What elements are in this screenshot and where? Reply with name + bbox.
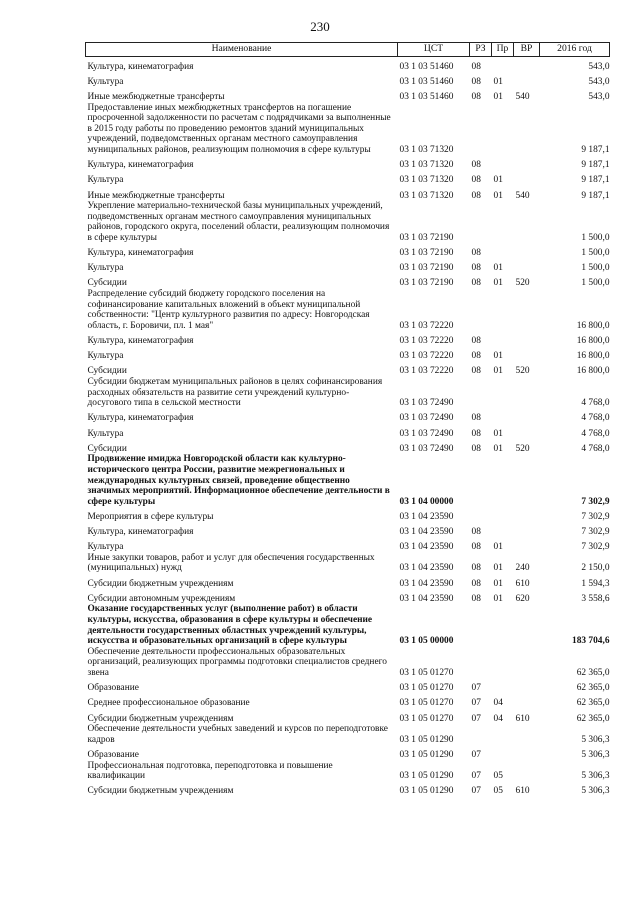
table-row [86,782,610,797]
row-name: Субсидии бюджетным учреждениям [87,578,234,589]
row-rz: 08 [471,443,481,454]
row-name: Иные закупки товаров, работ и услуг для обеспечения государственных (муниципальных) нужд [87,552,375,574]
row-cst: 03 1 04 23590 [399,578,454,589]
row-pr: 01 [493,366,503,377]
row-sum: 1 500,0 [581,278,610,289]
row-sum: 5 306,3 [581,771,610,782]
row-cst: 03 1 03 71320 [399,144,454,155]
row-vr [514,72,540,87]
row-cst: 03 1 04 23590 [399,542,454,553]
row-vr [514,522,540,537]
table-row [86,454,610,507]
row-name: Культура, кинематография [87,413,194,424]
row-pr: 04 [493,698,503,709]
row-cst: 03 1 03 72190 [399,232,454,243]
row-pr: 01 [493,91,503,102]
row-vr: 610 [515,578,530,589]
row-rz [470,507,492,522]
row-rz [470,289,492,331]
row-sum: 62 365,0 [576,667,610,678]
row-name: Мероприятия в сфере культуры [87,511,214,522]
row-cst: 03 1 04 23590 [399,563,454,574]
row-pr [492,745,514,760]
row-pr: 01 [493,278,503,289]
row-name: Культура [87,76,124,87]
table-row [86,156,610,171]
row-name: Культура [87,428,124,439]
row-name: Культура, кинематография [87,248,194,259]
row-vr [514,103,540,156]
table-row [86,424,610,439]
row-cst: 03 1 03 72220 [399,336,454,346]
table-row [86,72,610,87]
table-row [86,87,610,102]
row-cst: 03 1 05 01290 [399,786,454,797]
row-cst: 03 1 03 72490 [399,443,454,454]
row-vr: 610 [515,713,530,724]
row-rz: 07 [471,771,481,782]
row-rz [470,103,492,156]
row-vr [514,507,540,522]
row-cst: 03 1 03 72190 [399,263,454,274]
row-cst: 03 1 05 01270 [399,698,454,709]
row-cst: 03 1 03 72220 [399,366,454,377]
page-number: 230 [310,19,330,34]
row-vr: 610 [515,786,530,797]
table-row [86,274,610,289]
table-body [86,57,610,797]
row-pr [492,156,514,171]
row-rz: 08 [471,263,481,274]
row-pr [492,724,514,745]
row-cst: 03 1 03 51460 [399,61,454,72]
table-row [86,57,610,73]
table-row [86,724,610,745]
row-name: Культура [87,351,124,362]
row-vr [514,289,540,331]
row-cst: 03 1 03 72220 [399,351,454,362]
row-rz: 07 [471,698,481,709]
row-sum: 543,0 [588,91,610,102]
table-row [86,243,610,258]
row-vr: 240 [515,563,530,574]
row-pr: 01 [493,593,503,604]
row-cst: 03 1 05 00000 [399,636,454,647]
row-pr: 01 [493,578,503,589]
row-cst: 03 1 03 71320 [399,190,454,201]
table-row [86,186,610,201]
row-pr [492,103,514,156]
row-sum: 7 302,9 [581,542,610,553]
row-pr: 01 [493,542,503,553]
row-sum: 9 187,1 [581,175,610,186]
row-vr [514,57,540,73]
row-rz: 08 [471,351,481,362]
row-rz: 08 [471,527,481,538]
row-rz: 08 [471,91,481,102]
row-pr: 05 [493,786,503,797]
row-vr [514,409,540,424]
row-vr [514,259,540,274]
row-cst: 03 1 03 51460 [399,76,454,87]
row-cst: 03 1 04 23590 [399,593,454,604]
row-pr: 01 [493,351,503,362]
row-pr: 01 [493,263,503,274]
row-cst: 03 1 04 00000 [399,496,454,507]
row-sum: 16 800,0 [576,320,610,331]
row-cst: 03 1 04 23590 [399,527,454,538]
row-sum: 1 500,0 [581,232,610,243]
row-cst: 03 1 05 01290 [399,771,454,782]
table-row [86,259,610,274]
row-name: Культура, кинематография [87,336,194,346]
table-row [86,679,610,694]
row-pr [492,201,514,243]
row-vr: 520 [515,366,530,377]
row-pr: 04 [493,713,503,724]
row-sum: 9 187,1 [581,160,610,171]
row-cst: 03 1 05 01270 [399,683,454,694]
row-rz [470,454,492,507]
row-name: Иные межбюджетные трансферты [87,91,225,102]
row-rz: 08 [471,248,481,259]
row-name: Субсидии автономным учреждениям [87,593,236,604]
row-vr: 520 [515,278,530,289]
row-name: Субсидии бюджетным учреждениям [87,713,234,724]
row-rz: 08 [471,563,481,574]
row-vr [514,201,540,243]
header-pr: Пр [492,43,514,57]
row-sum: 62 365,0 [576,713,610,724]
table-row [86,522,610,537]
row-vr: 540 [515,91,530,102]
row-sum: 5 306,3 [581,749,610,760]
row-name: Культура, кинематография [87,527,194,538]
row-cst: 03 1 03 71320 [399,160,454,171]
header-name: Наименование [86,43,398,57]
row-name: Культура, кинематография [87,160,194,171]
table-row [86,538,610,553]
row-vr [514,724,540,745]
row-rz [470,201,492,243]
table-row [86,439,610,454]
row-name: Обеспечение деятельности учебных заведений и курсов по переподготовке кадров [87,724,388,745]
row-sum: 16 800,0 [576,336,610,346]
table-row [86,574,610,589]
row-sum: 7 302,9 [581,496,610,507]
row-name: Укрепление материально-технической базы муниципальных учреждений, подведомственных органам местного самоуправления муниципальных районов, городского округа, поселений области, реализующим полномочия в сфере культуры [87,201,390,243]
row-name: Субсидии бюджетам муниципальных районов в целях софинансирования расходных обязательств на развитие сети учреждений культурно-досугового типа в сельской местности [87,376,383,409]
row-cst: 03 1 05 01290 [399,749,454,760]
row-pr [492,647,514,679]
row-vr [514,694,540,709]
table-row [86,761,610,782]
table-row [86,347,610,362]
row-name: Среднее профессиональное образование [87,698,250,709]
header-cst: ЦСТ [398,43,470,57]
row-cst: 03 1 03 72490 [399,428,454,439]
row-vr [514,679,540,694]
row-rz: 08 [471,413,481,424]
table-row [86,589,610,604]
row-pr [492,522,514,537]
row-rz: 08 [471,76,481,87]
row-vr [514,243,540,258]
row-sum: 62 365,0 [576,683,610,694]
row-pr [492,377,514,409]
table-row [86,331,610,346]
row-vr: 520 [515,443,530,454]
row-pr [492,243,514,258]
table-row [86,553,610,574]
row-vr [514,424,540,439]
row-pr: 01 [493,428,503,439]
table-row [86,604,610,646]
row-vr [514,745,540,760]
table-row [86,289,610,331]
table-row [86,409,610,424]
row-sum: 183 704,6 [572,636,610,647]
row-rz: 07 [471,713,481,724]
row-cst: 03 1 03 72490 [399,413,454,424]
row-rz: 08 [471,278,481,289]
row-sum: 543,0 [588,76,610,87]
row-rz [470,604,492,646]
row-name: Культура [87,175,124,186]
row-pr [492,604,514,646]
row-rz [470,724,492,745]
table-row [86,103,610,156]
row-sum: 3 558,6 [581,593,610,604]
row-pr [492,679,514,694]
row-sum: 4 768,0 [581,413,610,424]
row-cst: 03 1 03 72490 [399,398,454,409]
row-pr: 05 [493,771,503,782]
row-vr [514,377,540,409]
row-rz: 08 [471,61,481,72]
row-sum: 7 302,9 [581,527,610,538]
row-sum: 9 187,1 [581,190,610,201]
row-sum: 7 302,9 [581,511,610,522]
row-name: Обеспечение деятельности профессиональных образовательных организаций, реализующих программы подготовки специалистов среднего звена [87,646,387,678]
row-name: Культура, кинематография [87,61,194,72]
row-sum: 4 768,0 [581,398,610,409]
row-vr [514,347,540,362]
row-name: Культура [87,263,124,274]
row-name: Оказание государственных услуг (выполнение работ) в области культуры, искусства, образования в сфере культуры и обеспечение деятельности государственных областных учреждений культуры, искусства и образовательных организаций в сфере культуры [87,604,373,647]
row-rz: 07 [471,683,481,694]
row-sum: 1 500,0 [581,263,610,274]
row-rz: 08 [471,593,481,604]
row-name: Профессиональная подготовка, переподготовка и повышение квалификации [87,760,333,782]
table-row [86,362,610,377]
row-cst: 03 1 05 01270 [399,667,454,678]
row-name: Продвижение имиджа Новгородской области как культурно-исторического центра России, развитие межрегиональных и международных культурных связей, проведение общественно значимых мероприятий. Информационное обеспечение деятельности в сфере культуры [87,454,390,507]
row-name: Субсидии [87,443,127,454]
row-sum: 1 500,0 [581,248,610,259]
row-sum: 2 150,0 [581,563,610,574]
row-vr [514,171,540,186]
header-vr: ВР [514,43,540,57]
row-rz: 08 [471,175,481,186]
row-pr: 01 [493,190,503,201]
row-vr [514,156,540,171]
row-vr: 620 [515,593,530,604]
table-row [86,377,610,409]
row-cst: 03 1 05 01290 [399,734,454,745]
row-cst: 03 1 03 72220 [399,320,454,331]
budget-table [85,42,610,797]
row-sum: 543,0 [588,61,610,72]
row-rz: 08 [471,428,481,439]
row-name: Распределение субсидий бюджету городского поселения на софинансирование капитальных вложений в объект муниципальной собственности: "Центр культурного развития по адресу: Новгородская область, г. Боровичи, пл. 1 мая" [87,289,370,331]
row-vr: 540 [515,190,530,201]
table-row [86,647,610,679]
row-cst: 03 1 05 01270 [399,713,454,724]
row-rz [470,377,492,409]
row-sum: 9 187,1 [581,144,610,155]
row-pr [492,409,514,424]
row-rz: 08 [471,542,481,553]
table-row [86,694,610,709]
row-sum: 16 800,0 [576,366,610,377]
row-pr [492,507,514,522]
table-row [86,171,610,186]
table-row [86,507,610,522]
table-row [86,201,610,243]
row-rz: 08 [471,366,481,377]
row-pr [492,331,514,346]
table-row [86,709,610,724]
row-name: Субсидии [87,366,127,377]
row-cst: 03 1 03 72190 [399,248,454,259]
row-name: Субсидии бюджетным учреждениям [87,786,234,797]
row-vr [514,761,540,782]
header-year: 2016 год [540,43,610,57]
row-vr [514,538,540,553]
row-sum: 4 768,0 [581,443,610,454]
row-cst: 03 1 03 71320 [399,175,454,186]
header-rz: РЗ [470,43,492,57]
row-pr: 01 [493,76,503,87]
table-row [86,745,610,760]
row-pr [492,57,514,73]
row-cst: 03 1 03 51460 [399,91,454,102]
row-pr [492,454,514,507]
row-vr [514,647,540,679]
row-sum: 1 594,3 [581,578,610,589]
row-sum: 62 365,0 [576,698,610,709]
table-header-row [86,43,610,57]
row-pr: 01 [493,443,503,454]
row-name: Субсидии [87,278,127,289]
row-cst: 03 1 03 72190 [399,278,454,289]
row-pr [492,289,514,331]
row-sum: 16 800,0 [576,351,610,362]
row-rz [470,647,492,679]
row-name: Образование [87,683,139,694]
row-rz: 07 [471,786,481,797]
row-rz: 08 [471,190,481,201]
row-name: Предоставление иных межбюджетных трансфертов на погашение просроченной задолженности по расчетам с подрядчиками за выполненные в 2015 году работы по проведению ремонтов зданий муниципальных учреждений, подведомственных органам местного самоуправления муниципальных районов, реализующим полномочия в сфере культуры [87,102,391,155]
row-sum: 5 306,3 [581,734,610,745]
row-sum: 4 768,0 [581,428,610,439]
row-pr: 01 [493,563,503,574]
row-rz: 08 [471,160,481,171]
row-name: Иные межбюджетные трансферты [87,190,225,201]
row-pr: 01 [493,175,503,186]
row-name: Культура [87,542,124,553]
row-vr [514,454,540,507]
row-rz: 07 [471,749,481,760]
row-rz: 08 [471,578,481,589]
row-sum: 5 306,3 [581,786,610,797]
row-cst: 03 1 04 23590 [399,511,454,522]
row-vr [514,604,540,646]
row-vr [514,331,540,346]
row-rz: 08 [471,336,481,346]
row-name: Образование [87,749,139,760]
